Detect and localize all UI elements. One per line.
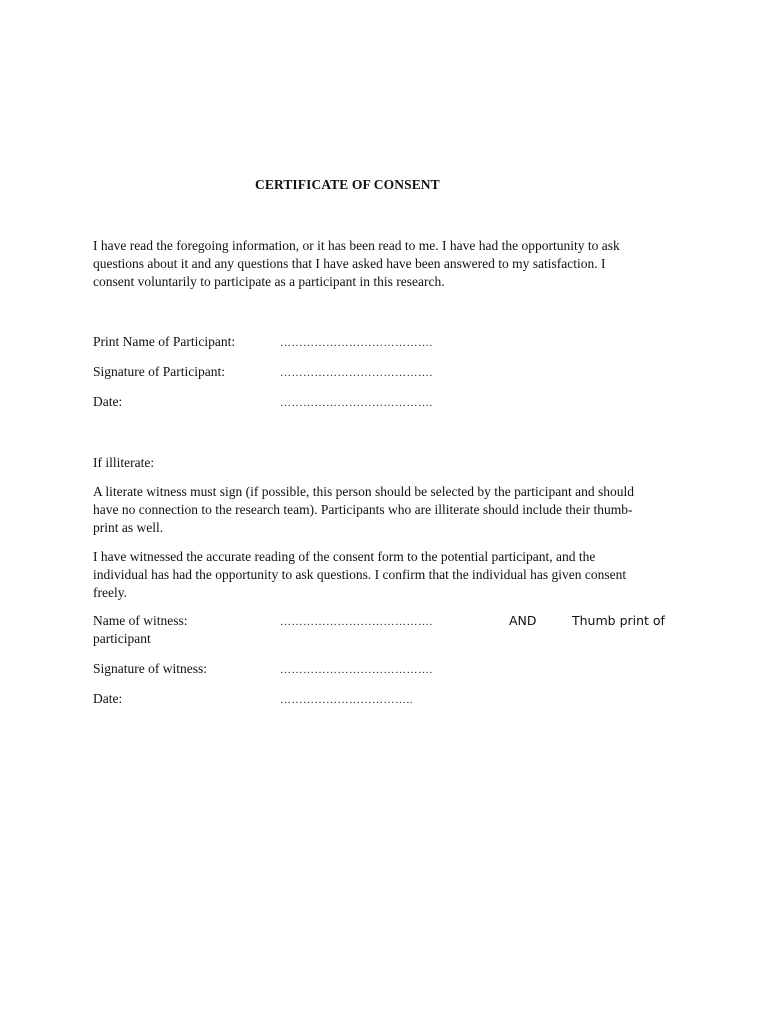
illiterate-heading: If illiterate: xyxy=(93,455,155,470)
witness-name-line[interactable]: …………………………………. xyxy=(280,616,433,628)
witness-signature-line[interactable]: …………………………………. xyxy=(280,664,433,676)
witness-date-label: Date: xyxy=(93,691,123,706)
witness-signature-label: Signature of witness: xyxy=(93,661,207,676)
witness-statement-line-2: individual has had the opportunity to ask questions. I confirm that the individual has given consent xyxy=(93,567,627,582)
page-title: CERTIFICATE OF CONSENT xyxy=(255,177,440,192)
participant-date-line[interactable]: …………………………………. xyxy=(280,397,433,409)
thumb-print-label: Thumb print of xyxy=(572,613,665,628)
witness-statement-line-1: I have witnessed the accurate reading of the consent form to the potential participant, and the xyxy=(93,549,596,564)
participant-name-line[interactable]: …………………………………. xyxy=(280,337,433,349)
participant-date-label: Date: xyxy=(93,394,123,409)
intro-line-3: consent voluntarily to participate as a participant in this research. xyxy=(93,274,445,289)
witness-instruction-line-1: A literate witness must sign (if possible, this person should be selected by the participant and should xyxy=(93,484,635,499)
witness-instruction-line-3: print as well. xyxy=(93,520,164,535)
witness-instruction-line-2: have no connection to the research team). Participants who are illiterate should include their thumb- xyxy=(93,502,633,517)
intro-line-1: I have read the foregoing information, or it has been read to me. I have had the opportunity to ask xyxy=(93,238,620,253)
and-label: AND xyxy=(509,613,537,628)
witness-date-line[interactable]: …………………………….. xyxy=(280,694,413,706)
thumb-print-label-cont: participant xyxy=(93,631,151,646)
participant-signature-label: Signature of Participant: xyxy=(93,364,225,379)
participant-signature-line[interactable]: …………………………………. xyxy=(280,367,433,379)
witness-name-label: Name of witness: xyxy=(93,613,188,628)
witness-statement-line-3: freely. xyxy=(93,585,127,600)
intro-line-2: questions about it and any questions that I have asked have been answered to my satisfaction. I xyxy=(93,256,606,271)
participant-name-label: Print Name of Participant: xyxy=(93,334,236,349)
